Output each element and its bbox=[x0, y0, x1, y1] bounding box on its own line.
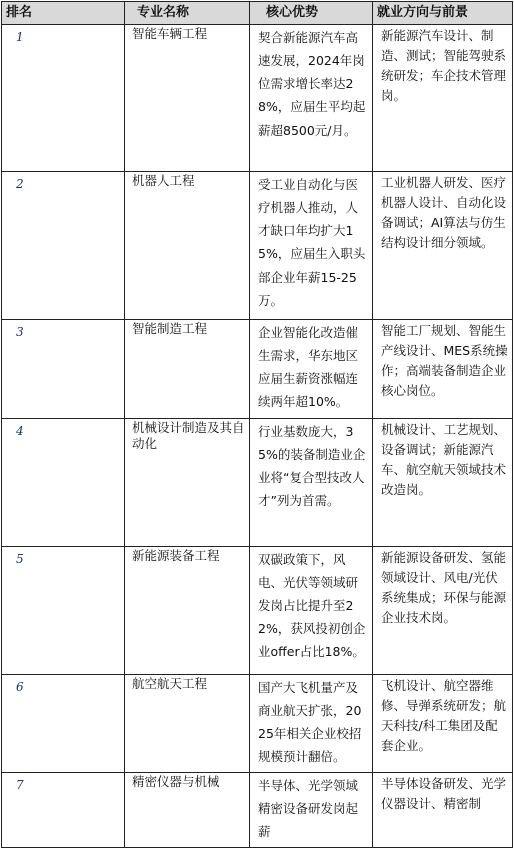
rank-cell: 7 bbox=[2, 773, 125, 848]
header-advantage: 核心优势 bbox=[250, 2, 373, 25]
header-major: 专业名称 bbox=[125, 2, 250, 25]
rank-cell: 2 bbox=[2, 172, 125, 320]
advantage-cell: 国产大飞机量产及商业航天扩张，2025年相关企业校招规模预计翻倍。 bbox=[250, 674, 373, 773]
rank-cell: 3 bbox=[2, 320, 125, 419]
advantage-cell: 企业智能化改造催生需求，华东地区应届生薪资涨幅连续两年超10%。 bbox=[250, 320, 373, 419]
rank-cell: 6 bbox=[2, 674, 125, 773]
major-cell: 新能源装备工程 bbox=[125, 546, 250, 674]
table-row bbox=[2, 320, 513, 419]
table-row bbox=[2, 172, 513, 320]
table-row bbox=[2, 418, 513, 546]
career-cell: 半导体设备研发、光学仪器设计、精密制 bbox=[373, 773, 513, 848]
advantage-cell: 半导体、光学领域精密设备研发岗起薪 bbox=[250, 773, 373, 848]
rank-cell: 1 bbox=[2, 25, 125, 172]
table-row bbox=[2, 25, 513, 172]
major-cell: 航空航天工程 bbox=[125, 674, 250, 773]
career-cell: 智能工厂规划、智能生产线设计、MES系统操作；高端装备制造企业核心岗位。 bbox=[373, 320, 513, 419]
career-cell: 飞机设计、航空器维修、导弹系统研发；航天科技/科工集团及配套企业。 bbox=[373, 674, 513, 773]
header-rank: 排名 bbox=[2, 2, 125, 25]
table-row bbox=[2, 773, 513, 848]
major-cell: 智能车辆工程 bbox=[125, 25, 250, 172]
major-cell: 精密仪器与机械 bbox=[125, 773, 250, 848]
career-cell: 新能源设备研发、氢能领域设计、风电/光伏系统集成；环保与能源企业技术岗。 bbox=[373, 546, 513, 674]
majors-ranking-table bbox=[1, 1, 513, 848]
advantage-cell: 行业基数庞大，35%的装备制造业企业将“复合型技改人才”列为首需。 bbox=[250, 418, 373, 546]
advantage-cell: 契合新能源汽车高速发展，2024年岗位需求增长率达28%，应届生平均起薪超8500元/月。 bbox=[250, 25, 373, 172]
advantage-cell: 双碳政策下，风电、光伏等领域研发岗占比提升至22%，获风投初创企业offer占比18%。 bbox=[250, 546, 373, 674]
rank-cell: 4 bbox=[2, 418, 125, 546]
table-row bbox=[2, 546, 513, 674]
header-career: 就业方向与前景 bbox=[373, 2, 513, 25]
career-cell: 工业机器人研发、医疗机器人设计、自动化设备调试；AI算法与仿生结构设计细分领域。 bbox=[373, 172, 513, 320]
career-cell: 新能源汽车设计、制造、测试；智能驾驶系统研发；车企技术管理岗。 bbox=[373, 25, 513, 172]
table-header-row bbox=[2, 2, 513, 25]
career-cell: 机械设计、工艺规划、设备调试；新能源汽车、航空航天领域技术改造岗。 bbox=[373, 418, 513, 546]
major-cell: 机械设计制造及其自动化 bbox=[125, 418, 250, 546]
rank-cell: 5 bbox=[2, 546, 125, 674]
major-cell: 智能制造工程 bbox=[125, 320, 250, 419]
table-row bbox=[2, 674, 513, 773]
major-cell: 机器人工程 bbox=[125, 172, 250, 320]
advantage-cell: 受工业自动化与医疗机器人推动，人才缺口年均扩大15%，应届生入职头部企业年薪15-25万。 bbox=[250, 172, 373, 320]
